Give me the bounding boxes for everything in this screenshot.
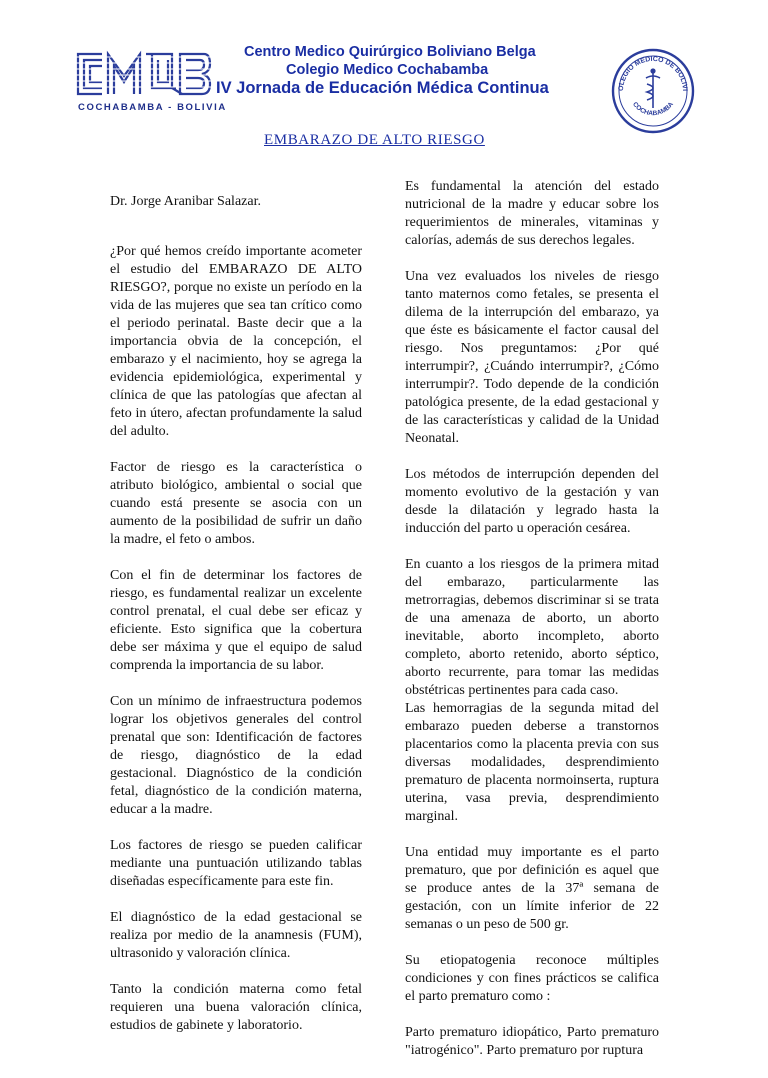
paragraph: Los métodos de interrupción dependen del momento evolutivo de la gestación y van desde la dilatación y legrado hasta la inducción del parto u operación cesárea. xyxy=(405,467,659,536)
cmqb-logo-mark xyxy=(72,46,214,102)
paragraph: En cuanto a los riesgos de la primera mitad del embarazo, particularmente las metrorragias, debemos discriminar si se trata de una amenaza de aborto, un aborto inevitable, aborto incompleto, aborto completo, aborto retenido, aborto séptico, aborto recurrente, para tomar las medidas obstétricas pertinentes para cada caso. xyxy=(405,557,659,698)
medical-college-name: Colegio Medico Cochabamba xyxy=(286,62,489,78)
logo-caption: COCHABAMBA - BOLIVIA xyxy=(78,102,227,113)
document-title: EMBARAZO DE ALTO RIESGO xyxy=(264,132,485,148)
seal-top-text: OLEGIO MEDICO DE BOLIVI xyxy=(617,55,689,92)
colegio-medico-seal xyxy=(610,48,696,134)
right-column xyxy=(405,178,659,1078)
paragraph: ¿Por qué hemos creído importante acometer el estudio del EMBARAZO DE ALTO RIESGO?, porque no existe un período en la vida de las mujeres que sea tan crítico como el periodo perinatal. Baste decir que a la importancia obvia de la concepción, el embarazo y el nacimiento, hoy se agrega la evidencia epidemiológica, experimental y clínica de que las patologías que afectan al feto in útero, afectan profundamente la salud del adulto. xyxy=(110,244,362,439)
paragraph: Tanto la condición materna como fetal requieren una buena valoración clínica, estudios de gabinete y laboratorio. xyxy=(110,982,362,1033)
document-header xyxy=(0,0,768,125)
seal-emblem xyxy=(610,48,696,134)
paragraph: Una entidad muy importante es el parto prematuro, que por definición es aquel que se produce antes de la 37ª semana de gestación, con un límite inferior de 22 semanas o un peso de 500 gr. xyxy=(405,845,659,932)
paragraph: Su etiopatogenia reconoce múltiples condiciones y con fines prácticos se califica el parto prematuro como : xyxy=(405,953,659,1004)
paragraph: Es fundamental la atención del estado nutricional de la madre y educar sobre los requerimientos de minerales, vitaminas y calorías, además de sus derechos legales. xyxy=(405,179,659,248)
paragraph: Factor de riesgo es la característica o atributo biológico, ambiental o social que cuando está presente se asocia con un aumento de la posibilidad de sufrir un daño la madre, el feto o ambos. xyxy=(110,460,362,547)
paragraph: El diagnóstico de la edad gestacional se realiza por medio de la anamnesis (FUM), ultrasonido y valoración clínica. xyxy=(110,910,362,961)
author-name: Dr. Jorge Aranibar Salazar. xyxy=(110,194,261,209)
paragraph: Con un mínimo de infraestructura podemos lograr los objetivos generales del control prenatal que son: Identificación de factores de riesgo, diagnóstico de la edad gestacional. Diagnóstico de la condición fetal, diagnóstico de la condición materna, educar a la madre. xyxy=(110,694,362,817)
left-column xyxy=(110,193,362,1053)
event-title: IV Jornada de Educación Médica Continua xyxy=(216,79,549,97)
seal-bottom-text: COCHABAMBA xyxy=(631,100,675,118)
paragraph: Con el fin de determinar los factores de riesgo, es fundamental realizar un excelente control prenatal, el cual debe ser eficaz y eficiente. Esto significa que la cobertura debe ser máxima y que el equipo de salud comprenda la importancia de su labor. xyxy=(110,568,362,673)
paragraph: Las hemorragias de la segunda mitad del embarazo pueden deberse a transtornos placentarios como la placenta previa con sus diversas modalidades, desprendimiento prematuro de placenta normoinserta, ruptura uterina, vasa previa, desprendimiento marginal. xyxy=(405,701,659,824)
paragraph: Parto prematuro idiopático, Parto prematuro "iatrogénico". Parto prematuro por ruptura xyxy=(405,1025,659,1058)
cmqb-logo xyxy=(72,46,227,118)
paragraph: Los factores de riesgo se pueden calificar mediante una puntuación utilizando tablas diseñadas específicamente para este fin. xyxy=(110,838,362,889)
paragraph: Una vez evaluados los niveles de riesgo tanto maternos como fetales, se presenta el dilema de la interrupción del embarazo, ya que éste es básicamente el factor causal del riesgo. Nos preguntamos: ¿Por qué interrumpir?, ¿Cuándo interrumpir?, ¿Cómo interrumpir?. Todo depende de la condición patológica presente, de la edad gestacional y de las características y calidad de la Unidad Neonatal. xyxy=(405,269,659,446)
institution-name: Centro Medico Quirúrgico Boliviano Belga xyxy=(244,44,536,60)
